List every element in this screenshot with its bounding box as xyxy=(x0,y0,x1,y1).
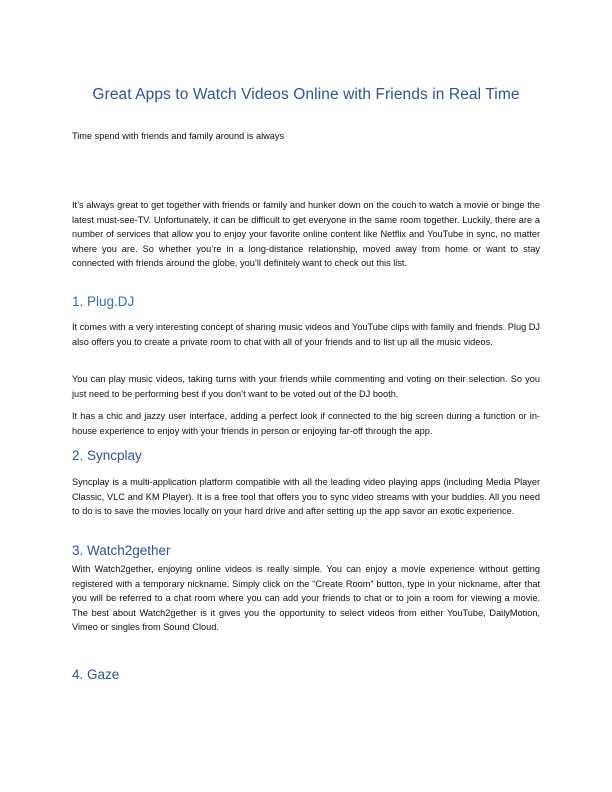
document-title: Great Apps to Watch Videos Online with Friends in Real Time xyxy=(92,86,520,103)
heading-syncplay: 2. Syncplay xyxy=(72,448,142,463)
paragraph: It has a chic and jazzy user interface, adding a perfect look if connected to the big screen during a function or in-house experience to enjoy with your friends in person or enjoying far-off through the app. xyxy=(72,411,540,436)
paragraph: You can play music videos, taking turns with your friends while commenting and voting on their selection. So you just need to be performing best if you don’t want to be voted out of the DJ booth. xyxy=(72,374,540,399)
heading-watch2gether: 3. Watch2gether xyxy=(72,543,171,558)
intro-paragraph: It’s always great to get together with friends or family and hunker down on the couch to watch a movie or binge the latest must-see-TV. Unfortunately, it can be difficult to get everyone in the same room together. Luckily, there are a number of services that allow you to enjoy your favorite online content like Netflix and YouTube in sync, no matter where you are. So whether you’re in a long-distance relationship, moved away from home or want to stay connected with friends around the globe, you’ll definitely want to check out this list. xyxy=(72,200,540,269)
paragraph: Syncplay is a multi-application platform compatible with all the leading video playing apps (including Media Player Classic, VLC and KM Player). It is a free tool that offers you to sync video streams with your buddies. All you need to do is to save the movies locally on your hard drive and after setting up the app savor an exotic experience. xyxy=(72,477,540,517)
heading-gaze: 4. Gaze xyxy=(72,667,120,682)
paragraph: With Watch2gether, enjoying online videos is really simple. You can enjoy a movie experience without getting registered with a temporary nickname. Simply click on the “Create Room” button, type in your nickname, after that you will be referred to a chat room where you can add your friends to chat or to join a room for viewing a movie. The best about Watch2gether is it gives you the opportunity to select videos from either YouTube, DailyMotion, Vimeo or singles from Sound Cloud. xyxy=(72,564,540,633)
heading-plug-dj: 1. Plug.DJ xyxy=(72,294,135,309)
subtitle: Time spend with friends and family around is always xyxy=(72,131,285,141)
paragraph: It comes with a very interesting concept of sharing music videos and YouTube clips with family and friends. Plug DJ also offers you to create a private room to chat with all of your friends and to list up all the music videos. xyxy=(72,322,540,347)
